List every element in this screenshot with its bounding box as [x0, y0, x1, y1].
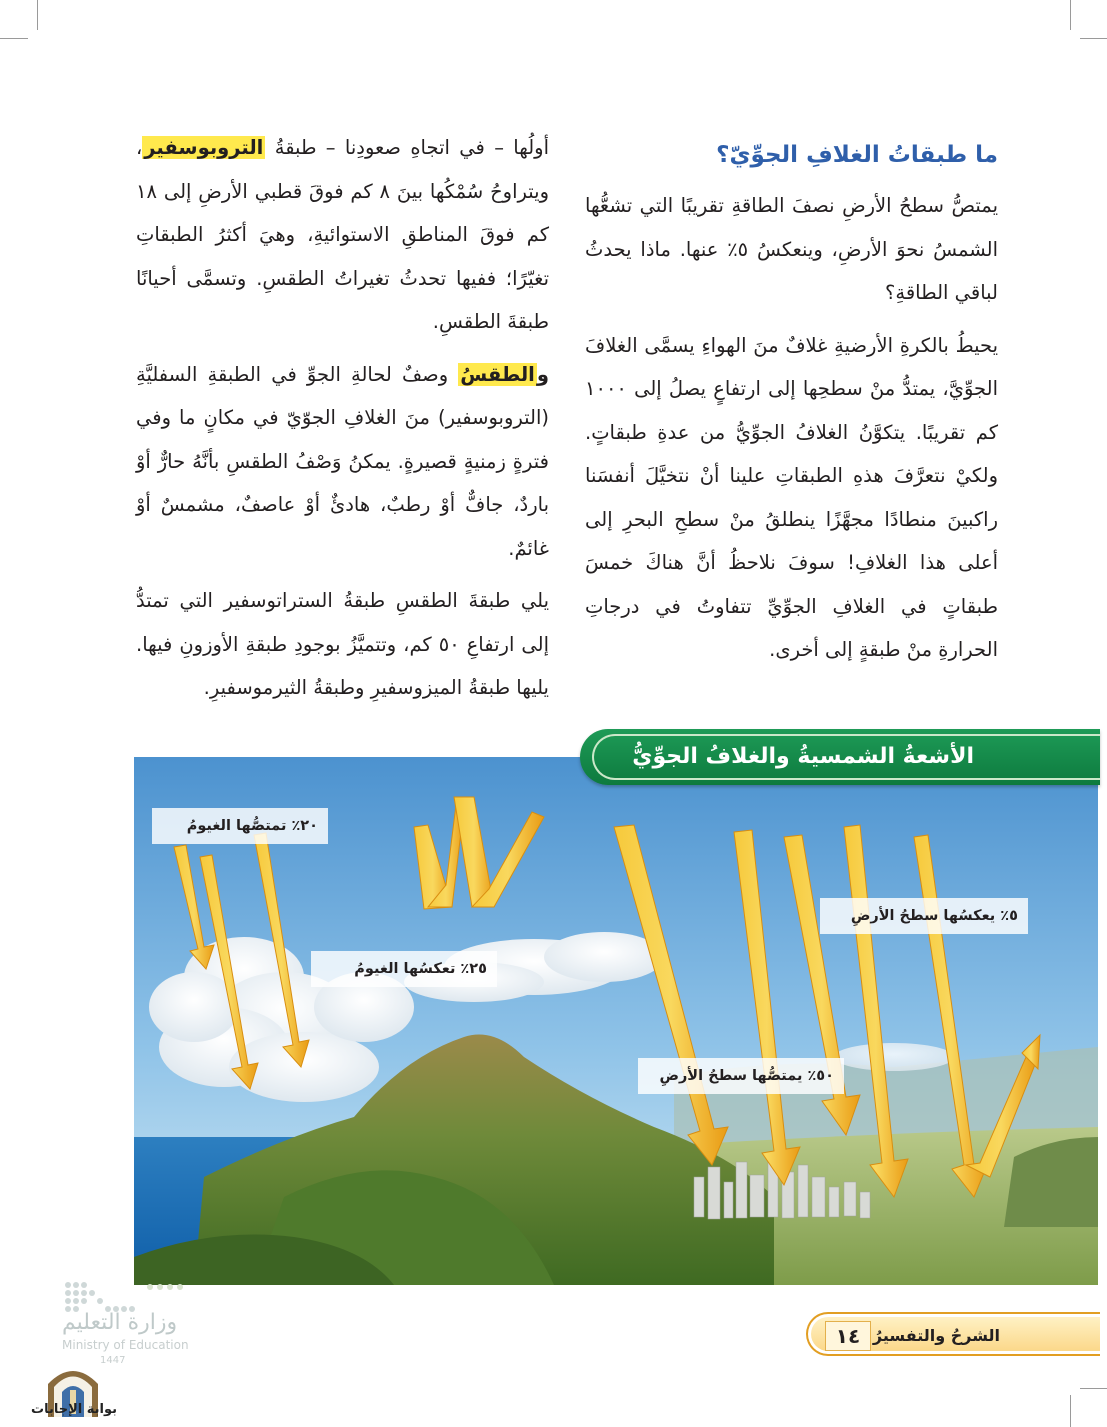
footer-bar [806, 1312, 1100, 1356]
section-heading: ما طبقاتُ الغلافِ الجوِّيّ؟ [716, 142, 998, 168]
right-column [585, 130, 998, 681]
key-term-troposphere: التروبوسفير [144, 136, 264, 159]
crop-mark [37, 0, 38, 30]
label-ground-reflect: ٥٪ يعكسُها سطحُ الأرضِ [820, 898, 1028, 934]
crop-mark [0, 38, 28, 39]
paragraph: يحيطُ بالكرةِ الأرضيةِ غلافٌ منَ الهواءِ يسمَّى الغلافَ الجوِّيَّ، يمتدُّ منْ سطحِها إلى ارتفاعٍ يصلُ إلى ١٠٠٠ كم تقريبًا. يتكوَّنُ الغلافُ الجوِّيُّ من عدةِ طبقاتٍ. ولكيْ نتعرَّفَ هذهِ الطبقاتِ علينا أنْ نتخيَّلَ أنفسَنا راكبينَ منطادًا مجهَّزًا ينطلقُ منْ سطحِ البحرِ إلى أعلى هذا الغلافِ! سوفَ نلاحظُ أنَّ هناكَ خمسَ طبقاتٍ في الغلافِ الجوِّيِّ تتفاوتُ في درجاتِ الحرارةِ منْ طبقةٍ إلى أخرى. [585, 333, 998, 661]
paragraph: يمتصُّ سطحُ الأرضِ نصفَ الطاقةِ تقريبًا التي تشعُّها الشمسُ نحوَ الأرضِ، وينعكسُ ٥٪ عنها. ماذا يحدثُ لباقي الطاقةِ؟ [585, 194, 998, 304]
page-number: ١٤ [825, 1321, 871, 1351]
paragraph [136, 126, 549, 344]
figure-title-banner [580, 729, 1100, 785]
paragraph: يلي طبقةَ الطقسِ طبقةُ الستراتوسفير التي تمتدُّ إلى ارتفاعِ ٥٠ كم، وتتميَّزُ بوجودِ طبقةِ الأوزونِ فيها. يليها طبقةُ الميزوسفيرِ وطبقةُ الثيرموسفيرِ. [136, 589, 549, 699]
text-run: و [536, 362, 549, 386]
text-run: ، ويتراوحُ سُمْكُها بينَ ٨ كم فوقَ قطبي الأرضِ إلى ١٨ كم فوقَ المناطقِ الاستوائيةِ، وهيَ أكثرُ الطبقاتِ تغيّرًا؛ ففيها تحدثُ تغيراتُ الطقسِ. وتسمَّى أحيانًا طبقةَ الطقسِ. [136, 136, 549, 333]
label-clouds-reflect: ٢٥٪ تعكسُها الغيومُ [311, 951, 497, 987]
crop-mark [1080, 38, 1107, 39]
figure-title: الأشعةُ الشمسيةُ والغلافُ الجوِّيُّ [632, 744, 974, 769]
paragraph [136, 353, 549, 571]
footer-inner [811, 1317, 1100, 1351]
left-column [136, 126, 549, 719]
text-run: أولُها – في اتجاهِ صعودِنا – طبقةُ [274, 136, 549, 159]
text-run: وصفٌ لحالةِ الجوِّ في الطبقةِ السفليَّةِ (التروبوسفير) منَ الغلافِ الجوّيّ في مكانٍ ما وفي فترةٍ زمنيةٍ قصيرةٍ. يمكنُ وَصْفُ الطقسِ بأنَّهُ حارٌّ أوْ باردٌ، جافٌّ أوْ رطبٌ، هادئٌ أوْ عاصفٌ، مشمسٌ أوْ غائمٌ. [136, 362, 549, 560]
ministry-name-arabic: وزارة التعليم [62, 1310, 178, 1335]
label-ground-absorb: ٥٠٪ يمتصُّها سطحُ الأرضِ [638, 1058, 844, 1094]
portal-name: بوابة الإجابات [31, 1402, 117, 1417]
ministry-year: 1447 [100, 1355, 126, 1366]
label-clouds-absorb: ٢٠٪ تمتصُّها الغيومُ [152, 808, 328, 844]
footer-section-name: الشرحُ والتفسيرُ [872, 1326, 1000, 1345]
key-term-weather: الطقسُ [460, 362, 535, 386]
crop-mark [1080, 1388, 1107, 1389]
ministry-name-english: Ministry of Education [62, 1338, 189, 1352]
crop-mark [1070, 0, 1071, 30]
crop-mark [1070, 1395, 1071, 1427]
